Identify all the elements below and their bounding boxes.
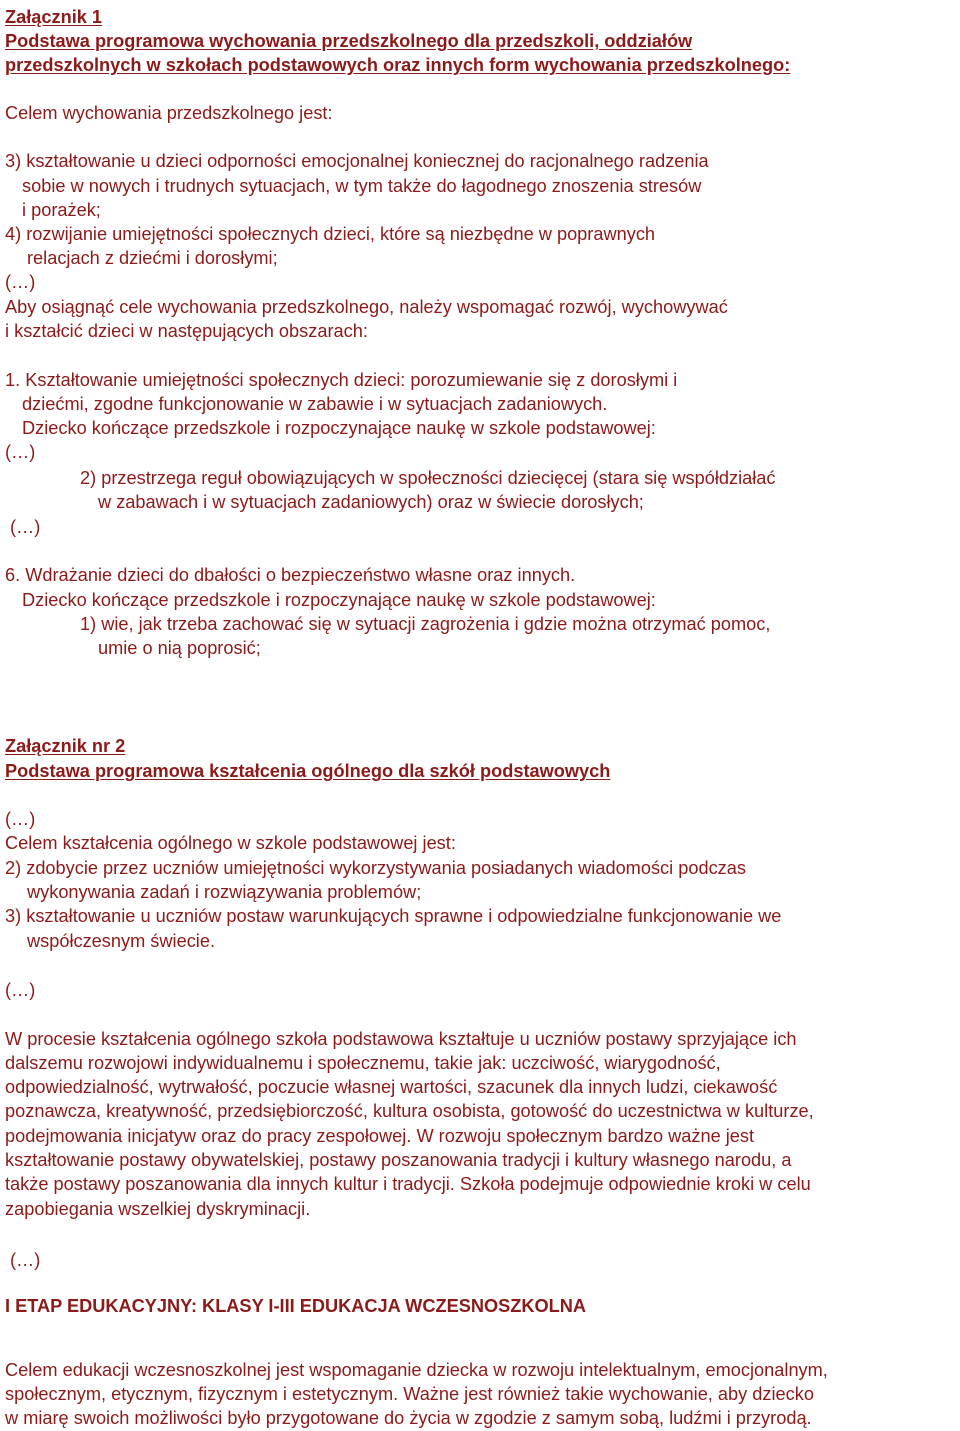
ellipsis: (…): [5, 980, 36, 1000]
ellipsis: (…): [5, 442, 36, 462]
annex1-item3-line3: i porażek;: [22, 200, 101, 220]
annex1-area6-point1-line2: umie o nią poprosić;: [98, 638, 261, 658]
ellipsis: (…): [5, 809, 36, 829]
annex1-area1-line3: Dziecko kończące przedszkole i rozpoczynające naukę w szkole podstawowej:: [22, 418, 656, 438]
annex1-area6-line2: Dziecko kończące przedszkole i rozpoczynające naukę w szkole podstawowej:: [22, 590, 656, 610]
annex1-area6-line1: 6. Wdrażanie dzieci do dbałości o bezpieczeństwo własne oraz innych.: [5, 565, 576, 585]
annex1-title-line2: przedszkolnych w szkołach podstawowych oraz innych form wychowania przedszkolnego:: [5, 55, 791, 75]
annex1-item4-line2: relacjach z dziećmi i dorosłymi;: [27, 248, 278, 268]
annex1-item4-line1: 4) rozwijanie umiejętności społecznych dzieci, które są niezbędne w poprawnych: [5, 224, 656, 244]
stage-heading: I ETAP EDUKACYJNY: KLASY I-III EDUKACJA WCZESNOSZKOLNA: [5, 1296, 587, 1316]
ellipsis: (…): [10, 517, 41, 537]
annex1-area1-line2: dziećmi, zgodne funkcjonowanie w zabawie i w sytuacjach zadaniowych.: [22, 394, 608, 414]
annex2-paragraph-line4: poznawcza, kreatywność, przedsiębiorczość, kultura osobista, gotowość do uczestnictwa w kulturze,: [5, 1101, 814, 1121]
annex2-paragraph-line2: dalszemu rozwojowi indywidualnemu i społecznemu, takie jak: uczciwość, wiarygodność,: [5, 1053, 721, 1073]
annex1-area6-point1-line1: 1) wie, jak trzeba zachować się w sytuacji zagrożenia i gdzie można otrzymać pomoc,: [80, 614, 771, 634]
annex1-area1-line1: 1. Kształtowanie umiejętności społecznych dzieci: porozumiewanie się z dorosłymi i: [5, 370, 678, 390]
annex2-paragraph-line3: odpowiedzialność, wytrwałość, poczucie własnej wartości, szacunek dla innych ludzi, ciekawość: [5, 1077, 778, 1097]
annex2-paragraph-line1: W procesie kształcenia ogólnego szkoła podstawowa kształtuje u uczniów postawy sprzyjające ich: [5, 1029, 797, 1049]
annex2-paragraph-line6: kształtowanie postawy obywatelskiej, postawy poszanowania tradycji i kultury własnego narodu, a: [5, 1150, 792, 1170]
annex1-heading: Załącznik 1: [5, 7, 103, 27]
annex1-aims-line1: Aby osiągnąć cele wychowania przedszkolnego, należy wspomagać rozwój, wychowywać: [5, 297, 728, 317]
annex2-item3-line1: 3) kształtowanie u uczniów postaw warunkujących sprawne i odpowiedzialne funkcjonowanie we: [5, 906, 782, 926]
annex1-aims-line2: i kształcić dzieci w następujących obszarach:: [5, 321, 368, 341]
annex2-paragraph-line8: zapobiegania wszelkiej dyskryminacji.: [5, 1199, 311, 1219]
annex2-title: Podstawa programowa kształcenia ogólnego dla szkół podstawowych: [5, 761, 611, 781]
ellipsis: (…): [5, 272, 36, 292]
annex1-intro: Celem wychowania przedszkolnego jest:: [5, 103, 333, 123]
stage-line1: Celem edukacji wczesnoszkolnej jest wspomaganie dziecka w rozwoju intelektualnym, emocjonalnym,: [5, 1360, 828, 1380]
stage-line2: społecznym, etycznym, fizycznym i estetycznym. Ważne jest również takie wychowanie, aby dziecko: [5, 1384, 814, 1404]
annex1-item3-line1: 3) kształtowanie u dzieci odporności emocjonalnej koniecznej do racjonalnego radzenia: [5, 151, 709, 171]
annex2-paragraph-line7: także postawy poszanowania dla innych kultur i tradycji. Szkoła podejmuje odpowiednie kroki w celu: [5, 1174, 811, 1194]
annex1-title-line1: Podstawa programowa wychowania przedszkolnego dla przedszkoli, oddziałów: [5, 31, 693, 51]
annex2-heading: Załącznik nr 2: [5, 736, 126, 756]
annex1-area1-point2-line1: 2) przestrzega reguł obowiązujących w społeczności dziecięcej (stara się współdziałać: [80, 468, 776, 488]
annex2-item3-line2: współczesnym świecie.: [27, 931, 215, 951]
annex2-paragraph-line5: podejmowania inicjatyw oraz do pracy zespołowej. W rozwoju społecznym bardzo ważne jest: [5, 1126, 755, 1146]
ellipsis: (…): [10, 1250, 41, 1270]
stage-line3: w miarę swoich możliwości było przygotowane do życia w zgodzie z samym sobą, ludźmi i przyrodą.: [5, 1408, 812, 1428]
annex2-item2-line1: 2) zdobycie przez uczniów umiejętności wykorzystywania posiadanych wiadomości podczas: [5, 858, 746, 878]
annex1-area1-point2-line2: w zabawach i w sytuacjach zadaniowych) oraz w świecie dorosłych;: [98, 492, 644, 512]
annex1-item3-line2: sobie w nowych i trudnych sytuacjach, w tym także do łagodnego znoszenia stresów: [22, 176, 702, 196]
annex2-intro: Celem kształcenia ogólnego w szkole podstawowej jest:: [5, 833, 456, 853]
annex2-item2-line2: wykonywania zadań i rozwiązywania problemów;: [27, 882, 422, 902]
